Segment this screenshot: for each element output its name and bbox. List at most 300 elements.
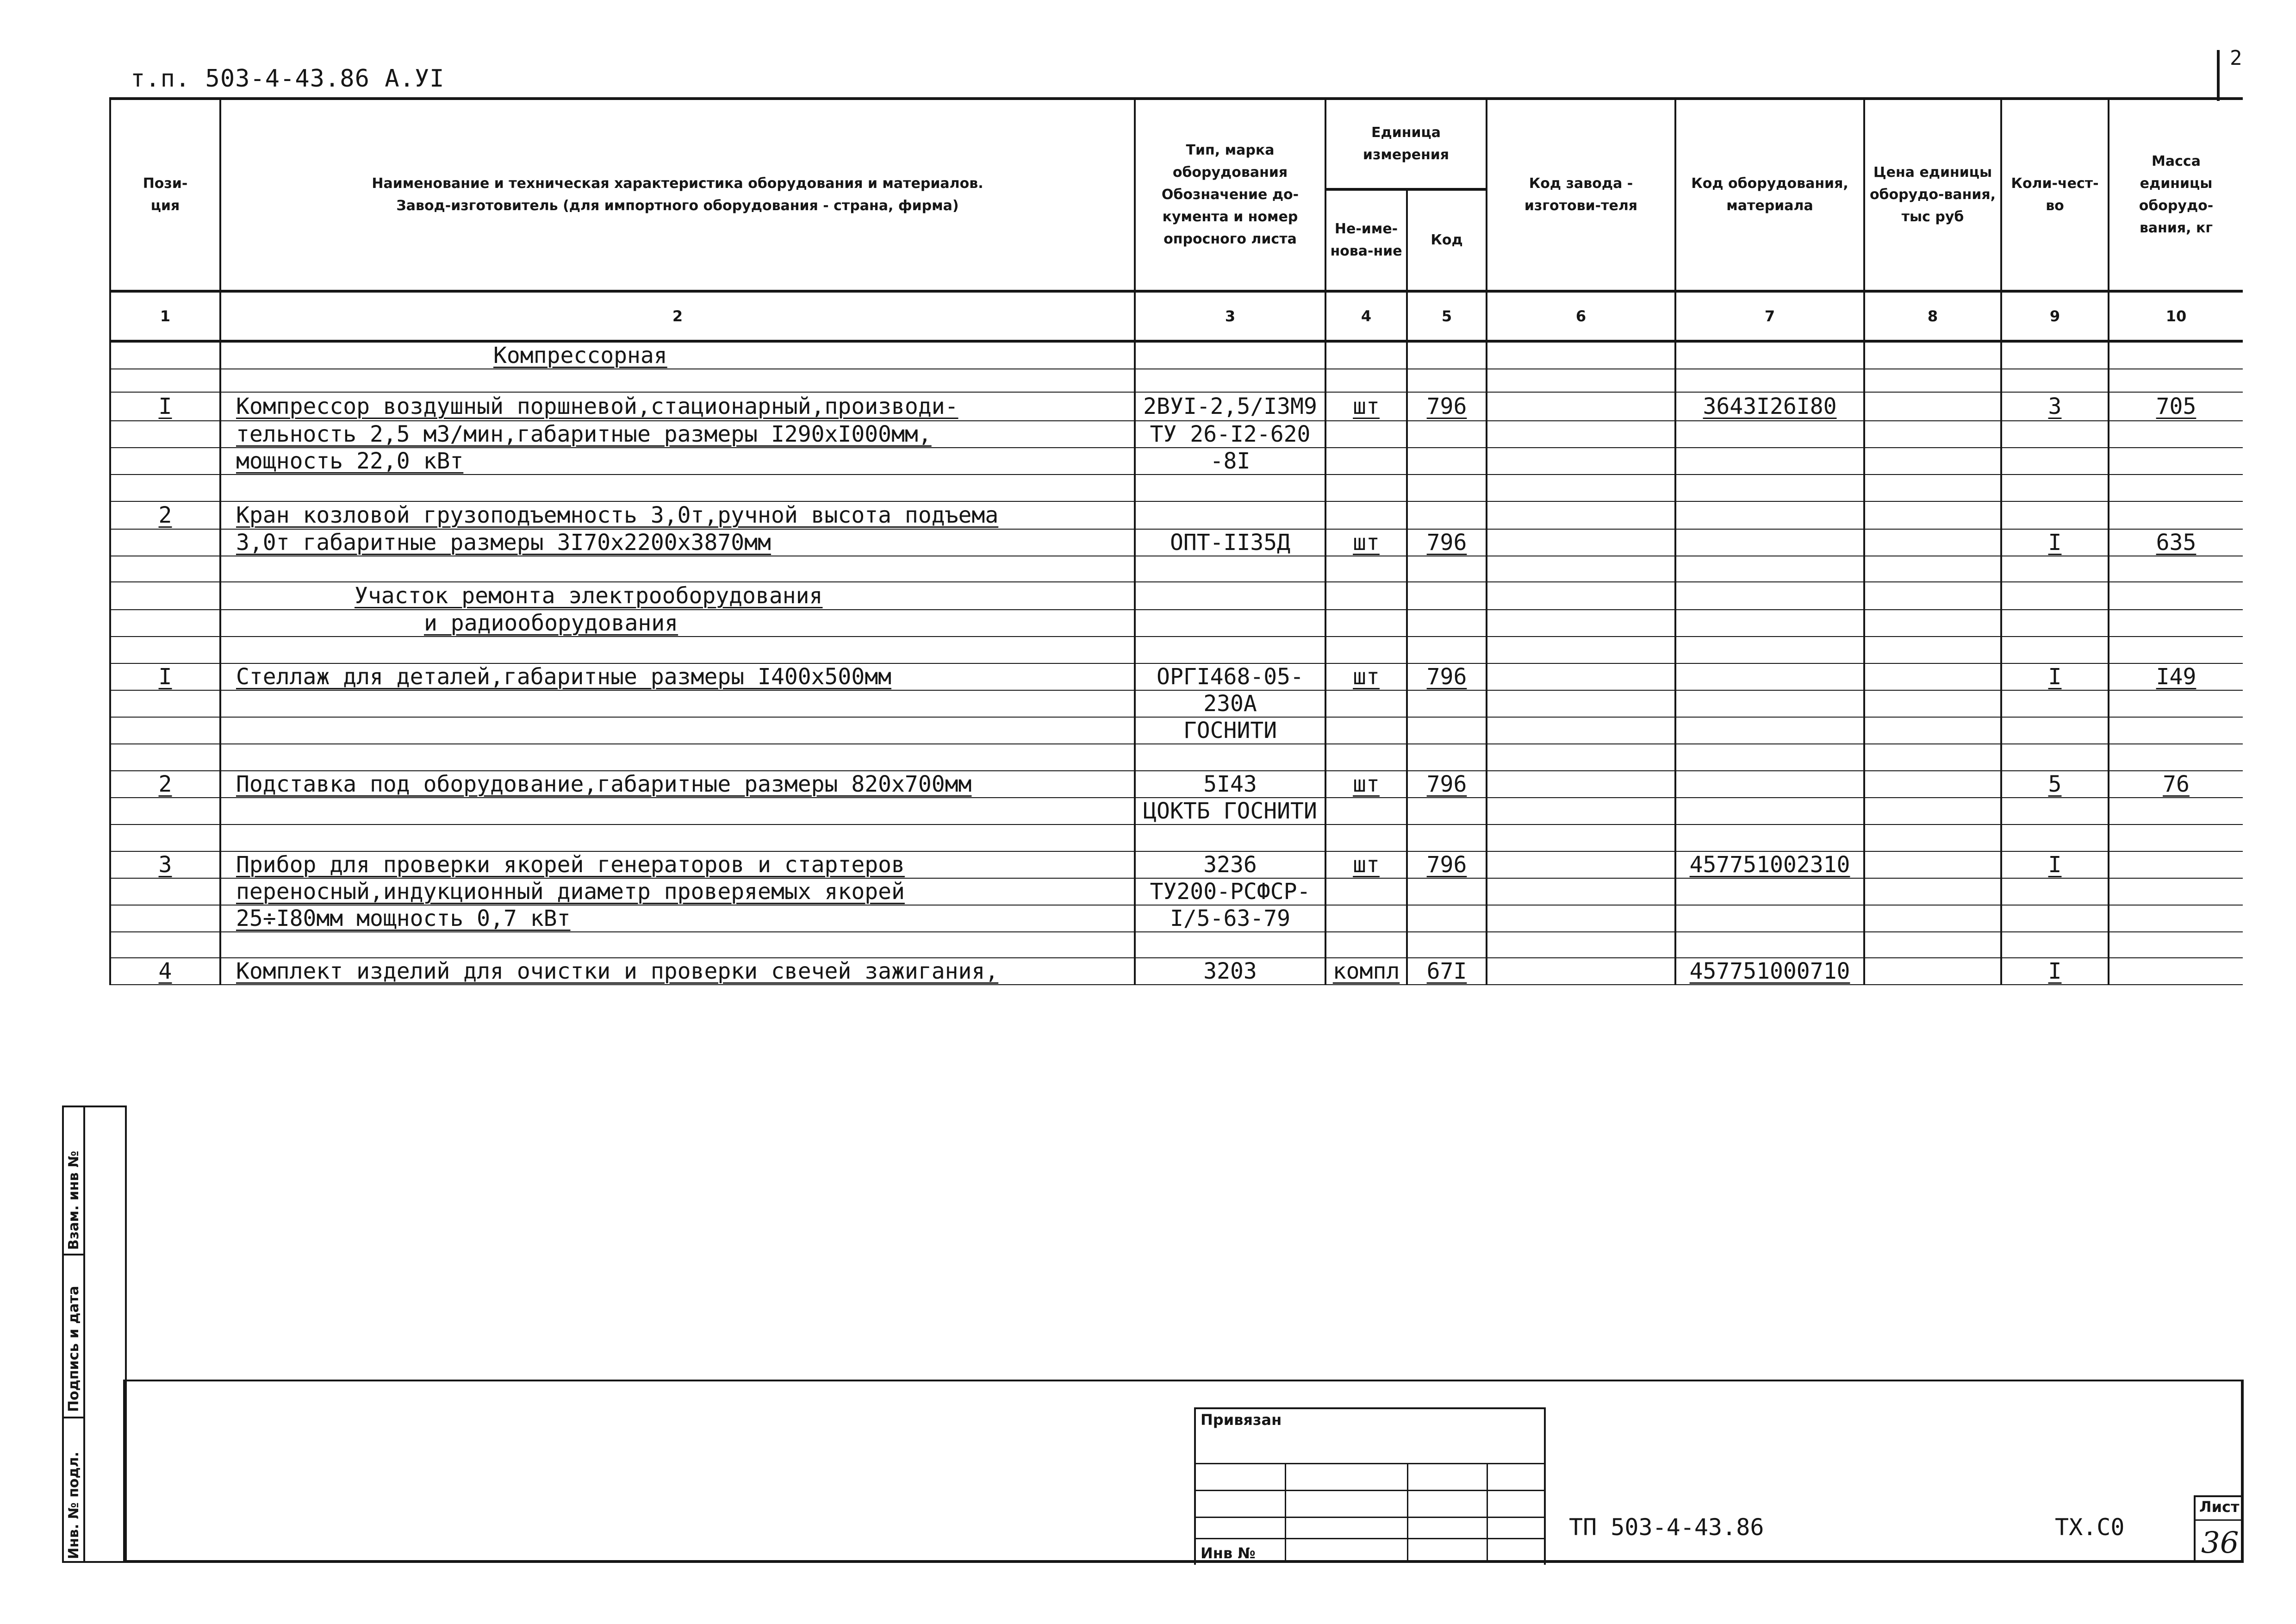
table-row xyxy=(110,932,2243,958)
table-row xyxy=(110,369,2243,392)
price-cell xyxy=(1864,851,2001,878)
mass-cell xyxy=(2109,744,2243,771)
unit-code-cell xyxy=(1407,663,1487,690)
position-cell xyxy=(110,582,220,610)
unit-cell xyxy=(1325,610,1407,637)
type-cell xyxy=(1135,582,1325,610)
unit-cell xyxy=(1325,448,1407,475)
unit-cell xyxy=(1325,851,1407,878)
corner-mark xyxy=(2217,50,2220,101)
name-cell xyxy=(220,744,1135,771)
quantity-cell xyxy=(2001,529,2109,556)
equipment-code-cell xyxy=(1675,771,1864,798)
quantity-cell xyxy=(2001,421,2109,448)
quantity-cell xyxy=(2001,958,2109,985)
equipment-code-cell xyxy=(1675,610,1864,637)
quantity-cell xyxy=(2001,392,2109,421)
quantity-cell xyxy=(2001,690,2109,717)
quantity-text: I xyxy=(2048,664,2062,690)
mass-cell xyxy=(2109,663,2243,690)
unit-cell xyxy=(1325,771,1407,798)
type-text: ЦОКТБ ГОСНИТИ xyxy=(1143,798,1317,824)
mass-cell xyxy=(2109,369,2243,392)
mass-cell xyxy=(2109,582,2243,610)
unit-cell xyxy=(1325,529,1407,556)
mass-cell xyxy=(2109,448,2243,475)
column-number: 10 xyxy=(2109,291,2243,341)
position-text: 4 xyxy=(158,958,172,984)
price-cell xyxy=(1864,475,2001,501)
type-cell xyxy=(1135,878,1325,905)
mass-text: 635 xyxy=(2156,530,2196,556)
position-cell xyxy=(110,663,220,690)
type-cell xyxy=(1135,851,1325,878)
unit-cell xyxy=(1325,690,1407,717)
equipment-code-cell xyxy=(1675,851,1864,878)
table-row xyxy=(110,958,2243,985)
column-number: 8 xyxy=(1864,291,2001,341)
position-cell xyxy=(110,851,220,878)
name-cell xyxy=(220,529,1135,556)
price-cell xyxy=(1864,905,2001,932)
header-factory-code xyxy=(1487,99,1675,291)
unit-code-text: 796 xyxy=(1426,771,1467,797)
quantity-cell xyxy=(2001,637,2109,663)
header-unit-name xyxy=(1325,189,1407,291)
position-text: 3 xyxy=(158,852,172,878)
sheet-code: ТХ.С0 xyxy=(2055,1514,2125,1541)
table-row xyxy=(110,690,2243,717)
unit-code-text: 796 xyxy=(1426,394,1467,419)
unit-cell xyxy=(1325,475,1407,501)
unit-code-text: 796 xyxy=(1426,664,1467,690)
equipment-code-cell xyxy=(1675,369,1864,392)
quantity-text: I xyxy=(2048,530,2062,556)
margin-label-replace: Взам. инв № xyxy=(66,1150,82,1250)
name-text: мощность 22,0 кВт xyxy=(236,448,464,474)
unit-text: шт xyxy=(1353,852,1380,878)
name-cell xyxy=(220,771,1135,798)
quantity-text: I xyxy=(2048,958,2062,984)
position-cell xyxy=(110,392,220,421)
type-cell xyxy=(1135,905,1325,932)
document-code: ТП 503-4-43.86 xyxy=(1569,1514,1764,1541)
column-number: 5 xyxy=(1407,291,1487,341)
position-cell xyxy=(110,905,220,932)
section-title: и радиооборудования xyxy=(424,610,678,636)
quantity-cell xyxy=(2001,744,2109,771)
type-cell xyxy=(1135,421,1325,448)
section-title: Участок ремонта электрооборудования xyxy=(355,583,823,609)
type-cell xyxy=(1135,475,1325,501)
equipment-code-cell xyxy=(1675,501,1864,529)
equipment-code-cell xyxy=(1675,690,1864,717)
mass-cell xyxy=(2109,341,2243,369)
price-cell xyxy=(1864,582,2001,610)
type-text: 2ВУI-2,5/I3М9 xyxy=(1143,394,1317,419)
header-text: Коли-чест-во xyxy=(2011,175,2099,214)
quantity-cell xyxy=(2001,610,2109,637)
type-cell xyxy=(1135,690,1325,717)
unit-text: шт xyxy=(1353,664,1380,690)
mass-text: I49 xyxy=(2156,664,2196,690)
equipment-code-cell xyxy=(1675,744,1864,771)
equipment-code-cell xyxy=(1675,582,1864,610)
header-mass xyxy=(2109,99,2243,291)
type-text: 230А xyxy=(1203,691,1257,717)
equipment-code-cell xyxy=(1675,341,1864,369)
position-text: 2 xyxy=(158,771,172,797)
mass-cell xyxy=(2109,637,2243,663)
name-cell xyxy=(220,690,1135,717)
type-cell xyxy=(1135,392,1325,421)
unit-code-cell xyxy=(1407,958,1487,985)
quantity-text: 5 xyxy=(2048,771,2062,797)
price-cell xyxy=(1864,798,2001,824)
name-text xyxy=(225,691,236,717)
header-text: Код завода - изготови-теля xyxy=(1524,175,1638,214)
type-cell xyxy=(1135,663,1325,690)
type-text: ТУ200-РСФСР- xyxy=(1150,879,1311,905)
price-cell xyxy=(1864,341,2001,369)
type-text: ТУ 26-I2-620 xyxy=(1150,421,1311,447)
type-cell xyxy=(1135,744,1325,771)
unit-code-cell xyxy=(1407,341,1487,369)
column-number: 6 xyxy=(1487,291,1675,341)
header-text: Не-име-нова-ние xyxy=(1330,221,1402,259)
name-cell xyxy=(220,905,1135,932)
table-row xyxy=(110,501,2243,529)
type-cell xyxy=(1135,637,1325,663)
header-text: Пози- ция xyxy=(143,175,188,214)
unit-code-cell xyxy=(1407,582,1487,610)
price-cell xyxy=(1864,771,2001,798)
name-cell xyxy=(220,798,1135,824)
quantity-cell xyxy=(2001,798,2109,824)
factory-code-cell xyxy=(1487,529,1675,556)
position-cell xyxy=(110,529,220,556)
type-cell xyxy=(1135,771,1325,798)
position-cell xyxy=(110,556,220,582)
type-cell xyxy=(1135,369,1325,392)
unit-cell xyxy=(1325,582,1407,610)
type-cell xyxy=(1135,556,1325,582)
price-cell xyxy=(1864,690,2001,717)
name-cell xyxy=(220,958,1135,985)
price-cell xyxy=(1864,958,2001,985)
position-cell xyxy=(110,771,220,798)
name-cell xyxy=(220,448,1135,475)
header-unit-code xyxy=(1407,189,1487,291)
quantity-cell xyxy=(2001,878,2109,905)
equipment-code-text: 457751000710 xyxy=(1689,958,1850,984)
name-cell xyxy=(220,556,1135,582)
column-number: 1 xyxy=(110,291,220,341)
unit-cell xyxy=(1325,744,1407,771)
header-text: Тип, марка оборудования Обозначение до-кумента и номер опросного листа xyxy=(1161,142,1299,247)
margin-label-inventory: Инв. № подл. xyxy=(66,1451,82,1559)
mass-cell xyxy=(2109,958,2243,985)
position-text: I xyxy=(158,394,172,419)
factory-code-cell xyxy=(1487,341,1675,369)
name-text: 3,0т габаритные размеры 3I70х2200х3870мм xyxy=(236,530,771,556)
position-cell xyxy=(110,475,220,501)
type-cell xyxy=(1135,798,1325,824)
quantity-cell xyxy=(2001,341,2109,369)
name-cell xyxy=(220,582,1135,610)
name-cell xyxy=(220,501,1135,529)
margin-label-signature: Подпись и дата xyxy=(66,1286,82,1412)
unit-code-cell xyxy=(1407,798,1487,824)
name-cell xyxy=(220,421,1135,448)
header-equipment-code xyxy=(1675,99,1864,291)
unit-code-cell xyxy=(1407,392,1487,421)
equipment-code-cell xyxy=(1675,798,1864,824)
unit-code-cell xyxy=(1407,529,1487,556)
position-cell xyxy=(110,369,220,392)
unit-code-cell xyxy=(1407,448,1487,475)
quantity-cell xyxy=(2001,501,2109,529)
unit-code-cell xyxy=(1407,637,1487,663)
quantity-text: I xyxy=(2048,852,2062,878)
price-cell xyxy=(1864,637,2001,663)
price-cell xyxy=(1864,369,2001,392)
table-row xyxy=(110,717,2243,744)
name-text: Комплект изделий для очистки и проверки свечей зажигания, xyxy=(236,958,999,984)
position-cell xyxy=(110,744,220,771)
position-cell xyxy=(110,798,220,824)
section-row xyxy=(110,582,2243,610)
unit-code-text: 796 xyxy=(1426,852,1467,878)
unit-code-cell xyxy=(1407,475,1487,501)
equipment-code-cell xyxy=(1675,392,1864,421)
price-cell xyxy=(1864,932,2001,958)
unit-cell xyxy=(1325,878,1407,905)
mass-cell xyxy=(2109,556,2243,582)
type-text: 3203 xyxy=(1203,958,1257,984)
position-cell xyxy=(110,610,220,637)
table-row xyxy=(110,798,2243,824)
equipment-code-cell xyxy=(1675,556,1864,582)
quantity-cell xyxy=(2001,824,2109,851)
equipment-code-cell xyxy=(1675,958,1864,985)
unit-cell xyxy=(1325,501,1407,529)
equipment-code-cell xyxy=(1675,824,1864,851)
unit-cell xyxy=(1325,421,1407,448)
type-text: ОПТ-II35Д xyxy=(1170,530,1291,556)
name-cell xyxy=(220,878,1135,905)
quantity-cell xyxy=(2001,582,2109,610)
equipment-code-cell xyxy=(1675,663,1864,690)
sheet-number: 36 xyxy=(2201,1526,2239,1560)
mass-text: 705 xyxy=(2156,394,2196,419)
unit-cell xyxy=(1325,905,1407,932)
quantity-cell xyxy=(2001,717,2109,744)
header-text: Цена единицы оборудо-вания, тыс руб xyxy=(1869,164,1996,225)
equipment-code-cell xyxy=(1675,529,1864,556)
unit-code-cell xyxy=(1407,932,1487,958)
factory-code-cell xyxy=(1487,744,1675,771)
factory-code-cell xyxy=(1487,369,1675,392)
type-cell xyxy=(1135,958,1325,985)
price-cell xyxy=(1864,556,2001,582)
unit-cell xyxy=(1325,556,1407,582)
mass-cell xyxy=(2109,824,2243,851)
mass-cell xyxy=(2109,690,2243,717)
unit-code-cell xyxy=(1407,690,1487,717)
table-row xyxy=(110,475,2243,501)
price-cell xyxy=(1864,610,2001,637)
price-cell xyxy=(1864,529,2001,556)
name-text: Стеллаж для деталей,габаритные размеры I400х500мм xyxy=(236,664,892,690)
name-cell xyxy=(220,824,1135,851)
price-cell xyxy=(1864,824,2001,851)
factory-code-cell xyxy=(1487,421,1675,448)
quantity-cell xyxy=(2001,556,2109,582)
header-type xyxy=(1135,99,1325,291)
mass-cell xyxy=(2109,421,2243,448)
equipment-code-cell xyxy=(1675,421,1864,448)
mass-cell xyxy=(2109,392,2243,421)
position-cell xyxy=(110,717,220,744)
unit-code-cell xyxy=(1407,501,1487,529)
quantity-cell xyxy=(2001,771,2109,798)
mass-cell xyxy=(2109,771,2243,798)
header-text: Масса единицы оборудо-вания, кг xyxy=(2139,153,2214,236)
specification-table xyxy=(109,97,2243,985)
price-cell xyxy=(1864,501,2001,529)
type-cell xyxy=(1135,824,1325,851)
type-cell xyxy=(1135,448,1325,475)
position-cell xyxy=(110,341,220,369)
factory-code-cell xyxy=(1487,690,1675,717)
factory-code-cell xyxy=(1487,663,1675,690)
type-cell xyxy=(1135,932,1325,958)
header-name xyxy=(220,99,1135,291)
factory-code-cell xyxy=(1487,798,1675,824)
mass-cell xyxy=(2109,717,2243,744)
table-row xyxy=(110,392,2243,421)
sheet-label: Лист xyxy=(2199,1498,2240,1516)
quantity-cell xyxy=(2001,369,2109,392)
header-position xyxy=(110,99,220,291)
unit-cell xyxy=(1325,637,1407,663)
price-cell xyxy=(1864,744,2001,771)
type-text: 3236 xyxy=(1203,852,1257,878)
factory-code-cell xyxy=(1487,501,1675,529)
document-header: т.п. 503-4-43.86 А.УI xyxy=(131,65,445,93)
name-cell xyxy=(220,475,1135,501)
section-title: Компрессорная xyxy=(493,343,667,369)
factory-code-cell xyxy=(1487,392,1675,421)
mass-cell xyxy=(2109,610,2243,637)
unit-cell xyxy=(1325,958,1407,985)
type-text: ОРГI468-05- xyxy=(1157,664,1304,690)
binding-stamp xyxy=(1194,1407,1546,1565)
name-text: Компрессор воздушный поршневой,стационарный,производи- xyxy=(236,394,958,419)
unit-cell xyxy=(1325,717,1407,744)
unit-text: компл xyxy=(1332,958,1400,984)
header-unit-group: Единица измерения xyxy=(1325,99,1487,189)
price-cell xyxy=(1864,448,2001,475)
column-number: 9 xyxy=(2001,291,2109,341)
table-row xyxy=(110,556,2243,582)
unit-code-cell xyxy=(1407,905,1487,932)
unit-cell xyxy=(1325,369,1407,392)
position-cell xyxy=(110,878,220,905)
name-text: Прибор для проверки якорей генераторов и стартеров xyxy=(236,852,905,878)
name-cell xyxy=(220,717,1135,744)
name-text xyxy=(225,718,236,743)
quantity-cell xyxy=(2001,448,2109,475)
name-cell xyxy=(220,932,1135,958)
quantity-cell xyxy=(2001,932,2109,958)
header-price xyxy=(1864,99,2001,291)
factory-code-cell xyxy=(1487,637,1675,663)
mass-cell xyxy=(2109,475,2243,501)
name-cell xyxy=(220,851,1135,878)
unit-cell xyxy=(1325,341,1407,369)
table-row xyxy=(110,905,2243,932)
position-cell xyxy=(110,824,220,851)
corner-number: 2 xyxy=(2230,46,2242,70)
unit-cell xyxy=(1325,932,1407,958)
unit-code-cell xyxy=(1407,421,1487,448)
position-cell xyxy=(110,690,220,717)
factory-code-cell xyxy=(1487,475,1675,501)
unit-code-cell xyxy=(1407,610,1487,637)
table-row xyxy=(110,744,2243,771)
type-cell xyxy=(1135,717,1325,744)
name-text: 25÷I80мм мощность 0,7 кВт xyxy=(236,906,571,931)
table-row xyxy=(110,824,2243,851)
unit-text: шт xyxy=(1353,530,1380,556)
mass-cell xyxy=(2109,501,2243,529)
price-cell xyxy=(1864,663,2001,690)
factory-code-cell xyxy=(1487,717,1675,744)
name-text: переносный,индукционный диаметр проверяемых якорей xyxy=(236,879,905,905)
table-row xyxy=(110,448,2243,475)
quantity-text: 3 xyxy=(2048,394,2062,419)
unit-code-cell xyxy=(1407,824,1487,851)
factory-code-cell xyxy=(1487,610,1675,637)
factory-code-cell xyxy=(1487,851,1675,878)
name-text xyxy=(225,798,236,824)
factory-code-cell xyxy=(1487,448,1675,475)
table-row xyxy=(110,878,2243,905)
type-text: ГОСНИТИ xyxy=(1183,718,1277,743)
column-number: 4 xyxy=(1325,291,1407,341)
unit-code-cell xyxy=(1407,556,1487,582)
unit-code-text: 67I xyxy=(1426,958,1467,984)
unit-text: шт xyxy=(1353,394,1380,419)
position-cell xyxy=(110,637,220,663)
section-row xyxy=(110,341,2243,369)
position-text: I xyxy=(158,664,172,690)
column-number: 3 xyxy=(1135,291,1325,341)
type-cell xyxy=(1135,501,1325,529)
factory-code-cell xyxy=(1487,824,1675,851)
name-cell xyxy=(220,341,1135,369)
equipment-code-cell xyxy=(1675,878,1864,905)
factory-code-cell xyxy=(1487,771,1675,798)
unit-cell xyxy=(1325,824,1407,851)
unit-code-cell xyxy=(1407,744,1487,771)
table-row xyxy=(110,637,2243,663)
type-cell xyxy=(1135,529,1325,556)
unit-code-cell xyxy=(1407,851,1487,878)
header-text: Наименование и техническая характеристика оборудования и материалов. Завод-изготовитель (для импортного оборудования - страна, фирма) xyxy=(372,175,983,214)
